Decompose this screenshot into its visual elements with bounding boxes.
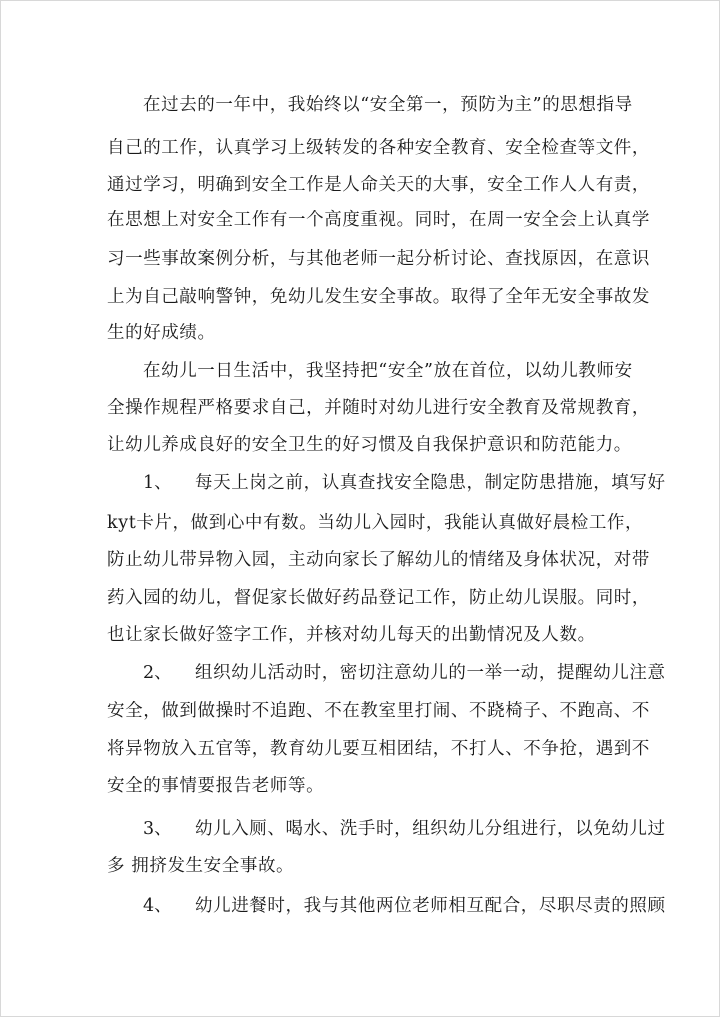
paragraph-1-line-6: 上为自己敲响警钟，免幼儿发生安全事故。取得了全年无安全事故发 (107, 287, 650, 307)
paragraph-1-line-5: 习一些事故案例分析，与其他老师一起分析讨论、查找原因，在意识 (107, 249, 650, 269)
item-4-number: 4、 (143, 896, 172, 916)
paragraph-2-line-2: 全操作规程严格要求自己，并随时对幼儿进行安全教育及常规教育， (107, 398, 650, 418)
item-1-line-3: 防止幼儿带异物入园，主动向家长了解幼儿的情绪及身体状况，对带 (107, 550, 650, 570)
item-3-line-2: 多 拥挤发生安全事故。 (107, 856, 295, 876)
paragraph-1-line-4: 在思想上对安全工作有一个高度重视。同时，在周一安全会上认真学 (107, 210, 650, 230)
paragraph-1-line-3: 通过学习，明确到安全工作是人命关天的大事，安全工作人人有责， (107, 175, 650, 195)
item-2-line-4: 安全的事情要报告老师等。 (107, 776, 325, 796)
paragraph-1-line-2: 自己的工作，认真学习上级转发的各种安全教育、安全检查等文件， (107, 138, 650, 158)
item-2-line-3: 将异物放入五官等，教育幼儿要互相团结，不打人、不争抢，遇到不 (107, 739, 650, 759)
paragraph-2-line-3: 让幼儿养成良好的安全卫生的好习惯及自我保护意识和防范能力。 (107, 435, 632, 455)
item-2-line-1: 组织幼儿活动时，密切注意幼儿的一举一动，提醒幼儿注意 (195, 663, 666, 683)
paragraph-1-line-7: 生的好成绩。 (107, 323, 216, 343)
item-4-line-1: 幼儿进餐时，我与其他两位老师相互配合，尽职尽责的照顾 (195, 896, 666, 916)
item-3-line-1: 幼儿入厕、喝水、洗手时，组织幼儿分组进行，以免幼儿过 (195, 819, 666, 839)
paragraph-1-line-1: 在过去的一年中，我始终以“安全第一，预防为主”的思想指导 (143, 95, 633, 115)
item-1-line-4: 药入园的幼儿，督促家长做好药品登记工作，防止幼儿误服。同时， (107, 588, 650, 608)
item-2-number: 2、 (143, 663, 172, 683)
item-1-line-2: kyt卡片，做到心中有数。当幼儿入园时，我能认真做好晨检工作， (107, 513, 644, 533)
item-3-number: 3、 (143, 819, 172, 839)
item-1-line-1: 每天上岗之前，认真查找安全隐患，制定防患措施，填写好 (195, 473, 666, 493)
item-1-number: 1、 (143, 473, 172, 493)
paragraph-2-line-1: 在幼儿一日生活中，我坚持把“安全”放在首位，以幼儿教师安 (143, 361, 633, 381)
item-2-line-2: 安全，做到做操时不追跑、不在教室里打闹、不跷椅子、不跑高、不 (107, 701, 650, 721)
item-1-line-5: 也让家长做好签字工作，并核对幼儿每天的出勤情况及人数。 (107, 625, 596, 645)
